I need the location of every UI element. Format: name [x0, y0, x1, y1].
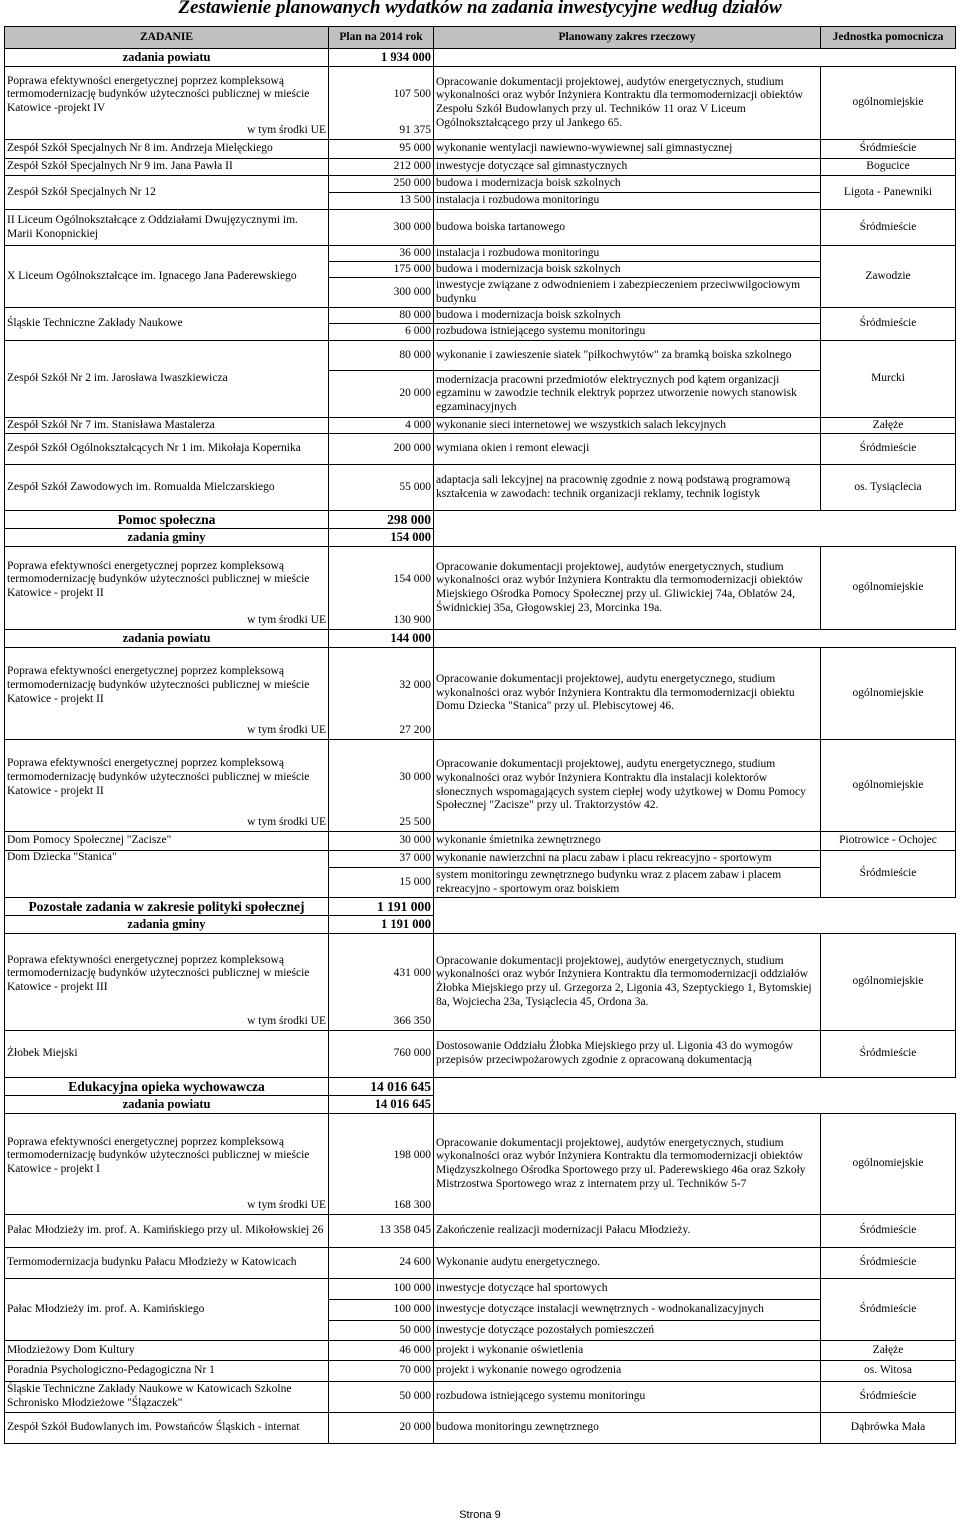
- plan-amount: 4 000: [329, 418, 434, 434]
- plan-amount: 107 500: [329, 67, 434, 124]
- scope-text: wykonanie wentylacji nawiewno-wywiewnej sali gimnastycznej: [434, 140, 821, 159]
- plan-amount: 95 000: [329, 140, 434, 159]
- scope-text: Opracowanie dokumentacji projektowej, audytów energetycznych, studium wykonalności oraz wybór Inżyniera Kontraktu dla termomodernizacji obiektów Zespołu Szkół Budowlanych przy ul. Techników 11 oraz V Liceum Ogólnokształcącego przy ul Jankego 65.: [434, 67, 821, 140]
- task-row: [5, 934, 956, 1015]
- section-amount: 1 934 000: [329, 49, 434, 67]
- plan-amount: 70 000: [329, 1361, 434, 1382]
- scope-text: budowa i modernizacja boisk szkolnych: [434, 176, 821, 193]
- task-name: Zespół Szkół Specjalnych Nr 12: [5, 176, 329, 210]
- ue-amount: 168 300: [329, 1199, 434, 1215]
- task-row: [5, 648, 956, 724]
- plan-amount: 300 000: [329, 210, 434, 246]
- task-name: Poprawa efektywności energetycznej poprzez kompleksową termomodernizację budynków użyteczności publicznej w mieście Katowice - projekt III: [5, 934, 329, 1015]
- section-title: zadania powiatu: [5, 1096, 329, 1114]
- task-name: Poprawa efektywności energetycznej poprzez kompleksową termomodernizację budynków użyteczności publicznej w mieście Katowice - projekt II: [5, 648, 329, 724]
- table-row: [5, 1248, 956, 1279]
- ue-amount: 366 350: [329, 1015, 434, 1031]
- task-name: Dom Pomocy Społecznej "Zacisze": [5, 832, 329, 851]
- plan-amount: 212 000: [329, 159, 434, 176]
- unit-name: Załęże: [821, 418, 956, 434]
- scope-text: instalacja i rozbudowa monitoringu: [434, 193, 821, 210]
- ue-label: w tym środki UE: [5, 124, 329, 140]
- scope-text: inwestycje dotyczące hal sportowych: [434, 1279, 821, 1300]
- task-row: [5, 1114, 956, 1199]
- ue-label: w tym środki UE: [5, 614, 329, 630]
- task-name: Zespół Szkół Budowlanych im. Powstańców Śląskich - internat: [5, 1413, 329, 1444]
- plan-amount: 100 000: [329, 1300, 434, 1321]
- plan-amount: 431 000: [329, 934, 434, 1015]
- header-task: ZADANIE: [5, 27, 329, 49]
- plan-amount: 80 000: [329, 341, 434, 371]
- task-name: Poradnia Psychologiczno-Pedagogiczna Nr 1: [5, 1361, 329, 1382]
- empty-cell: [434, 529, 821, 547]
- task-name: Młodzieżowy Dom Kultury: [5, 1341, 329, 1361]
- unit-name: Załęże: [821, 1341, 956, 1361]
- empty-cell: [821, 511, 956, 529]
- table-row: [5, 1031, 956, 1078]
- plan-amount: 80 000: [329, 308, 434, 324]
- empty-cell: [434, 511, 821, 529]
- empty-cell: [434, 916, 821, 934]
- empty-cell: [434, 49, 821, 67]
- unit-name: os. Tysiąclecia: [821, 465, 956, 511]
- header-plan: Plan na 2014 rok: [329, 27, 434, 49]
- empty-cell: [821, 49, 956, 67]
- scope-text: budowa i modernizacja boisk szkolnych: [434, 262, 821, 278]
- scope-text: projekt i wykonanie nowego ogrodzenia: [434, 1361, 821, 1382]
- task-name: Poprawa efektywności energetycznej poprzez kompleksową termomodernizację budynków użyteczności publicznej w mieście Katowice -projekt IV: [5, 67, 329, 124]
- task-name: Dom Dziecka "Stanica": [5, 851, 329, 898]
- task-name: Zespół Szkół Zawodowych im. Romualda Mielczarskiego: [5, 465, 329, 511]
- group-row: [5, 851, 956, 868]
- unit-name: ogólnomiejskie: [821, 934, 956, 1031]
- section-amount: 14 016 645: [329, 1096, 434, 1114]
- empty-cell: [434, 898, 821, 916]
- task-name: Żłobek Miejski: [5, 1031, 329, 1078]
- empty-cell: [821, 1096, 956, 1114]
- scope-text: inwestycje dotyczące instalacji wewnętrznych - wodnokanalizacyjnych: [434, 1300, 821, 1321]
- unit-name: os. Witosa: [821, 1361, 956, 1382]
- ue-amount: 27 200: [329, 724, 434, 740]
- unit-name: Śródmieście: [821, 140, 956, 159]
- investment-table: [4, 26, 956, 1444]
- plan-amount: 20 000: [329, 371, 434, 418]
- scope-text: inwestycje związane z odwodnieniem i zabezpieczeniem przeciwwilgociowym budynku: [434, 278, 821, 308]
- scope-text: budowa boiska tartanowego: [434, 210, 821, 246]
- scope-text: wykonanie śmietnika zewnętrznego: [434, 832, 821, 851]
- plan-amount: 13 500: [329, 193, 434, 210]
- task-name: Zespół Szkół Specjalnych Nr 9 im. Jana Pawła II: [5, 159, 329, 176]
- ue-amount: 25 500: [329, 816, 434, 832]
- unit-name: Śródmieście: [821, 1279, 956, 1341]
- task-name: Zespół Szkół Nr 7 im. Stanisława Mastalerza: [5, 418, 329, 434]
- section-title: Pozostałe zadania w zakresie polityki społecznej: [5, 898, 329, 916]
- unit-name: Ligota - Panewniki: [821, 176, 956, 210]
- unit-name: ogólnomiejskie: [821, 547, 956, 630]
- scope-text: Zakończenie realizacji modernizacji Pałacu Młodzieży.: [434, 1215, 821, 1248]
- plan-amount: 32 000: [329, 648, 434, 724]
- empty-cell: [434, 1078, 821, 1096]
- task-name: II Liceum Ogólnokształcące z Oddziałami Dwujęzycznymi im. Marii Konopnickiej: [5, 210, 329, 246]
- section-title: Edukacyjna opieka wychowawcza: [5, 1078, 329, 1096]
- unit-name: Śródmieście: [821, 308, 956, 341]
- unit-name: Piotrowice - Ochojec: [821, 832, 956, 851]
- plan-amount: 30 000: [329, 740, 434, 816]
- plan-amount: 6 000: [329, 324, 434, 341]
- plan-amount: 36 000: [329, 246, 434, 262]
- scope-text: Wykonanie audytu energetycznego.: [434, 1248, 821, 1279]
- group-row: [5, 341, 956, 371]
- unit-name: Śródmieście: [821, 210, 956, 246]
- scope-text: Dostosowanie Oddziału Żłobka Miejskiego przy ul. Ligonia 43 do wymogów przepisów przeciwpożarowych zgodnie z opracowaną dokumentacją: [434, 1031, 821, 1078]
- scope-text: Opracowanie dokumentacji projektowej, audytów energetycznych, studium wykonalności oraz wybór Inżyniera Kontraktu dla termomodernizacji oddziałów Żłobka Miejskiego przy ul. Grzegorza 2, Ligonia 43, Szeptyckiego 1, Bytomskiej 8a, Wojciecha 23a, Tysiąclecia 45, Ordona 3a.: [434, 934, 821, 1031]
- plan-amount: 200 000: [329, 434, 434, 465]
- table-row: [5, 140, 956, 159]
- scope-text: Opracowanie dokumentacji projektowej, audytów energetycznych, studium wykonalności oraz wybór Inżyniera Kontraktu dla termomodernizacji obiektów Miejskiego Ośrodka Pomocy Społecznej przy ul. Gliwickiej 74a, Oblatów 24, Świdnickiej 35a, Głogowskiej 23, Morcinka 19a.: [434, 547, 821, 630]
- unit-name: Śródmieście: [821, 1031, 956, 1078]
- plan-amount: 24 600: [329, 1248, 434, 1279]
- task-row: [5, 547, 956, 614]
- plan-amount: 15 000: [329, 868, 434, 898]
- scope-text: inwestycje dotyczące sal gimnastycznych: [434, 159, 821, 176]
- unit-name: Bogucice: [821, 159, 956, 176]
- task-name: Śląskie Techniczne Zakłady Naukowe w Katowicach Szkolne Schronisko Młodzieżowe "Ślązaczek": [5, 1382, 329, 1413]
- section-row: [5, 49, 956, 67]
- unit-name: Śródmieście: [821, 1215, 956, 1248]
- scope-text: Opracowanie dokumentacji projektowej, audytu energetycznego, studium wykonalności oraz wybór Inżyniera Kontraktu dla termomodernizacji obiektu Domu Dziecka "Stanica" przy ul. Plebiscytowej 46.: [434, 648, 821, 740]
- unit-name: ogólnomiejskie: [821, 1114, 956, 1215]
- scope-text: projekt i wykonanie oświetlenia: [434, 1341, 821, 1361]
- table-row: [5, 1382, 956, 1413]
- ue-label: w tym środki UE: [5, 1015, 329, 1031]
- table-row: [5, 1361, 956, 1382]
- task-name: X Liceum Ogólnokształcące im. Ignacego Jana Paderewskiego: [5, 246, 329, 308]
- plan-amount: 20 000: [329, 1413, 434, 1444]
- group-row: [5, 308, 956, 324]
- task-name: Pałac Młodzieży im. prof. A. Kamińskiego: [5, 1279, 329, 1341]
- table-row: [5, 1215, 956, 1248]
- section-row: [5, 529, 956, 547]
- section-row: [5, 1096, 956, 1114]
- header-scope: Planowany zakres rzeczowy: [434, 27, 821, 49]
- table-row: [5, 159, 956, 176]
- table-row: [5, 418, 956, 434]
- task-name: Śląskie Techniczne Zakłady Naukowe: [5, 308, 329, 341]
- section-row: [5, 630, 956, 648]
- empty-cell: [821, 898, 956, 916]
- scope-text: budowa i modernizacja boisk szkolnych: [434, 308, 821, 324]
- unit-name: Śródmieście: [821, 1382, 956, 1413]
- group-row: [5, 1279, 956, 1300]
- ue-label: w tym środki UE: [5, 724, 329, 740]
- unit-name: Dąbrówka Mała: [821, 1413, 956, 1444]
- task-name: Poprawa efektywności energetycznej poprzez kompleksową termomodernizację budynków użyteczności publicznej w mieście Katowice - projekt I: [5, 1114, 329, 1199]
- unit-name: Śródmieście: [821, 434, 956, 465]
- table-row: [5, 465, 956, 511]
- section-amount: 1 191 000: [329, 898, 434, 916]
- scope-text: instalacja i rozbudowa monitoringu: [434, 246, 821, 262]
- table-body: [5, 49, 956, 1444]
- unit-name: ogólnomiejskie: [821, 67, 956, 140]
- task-name: Pałac Młodzieży im. prof. A. Kamińskiego przy ul. Mikołowskiej 26: [5, 1215, 329, 1248]
- empty-cell: [821, 630, 956, 648]
- section-amount: 154 000: [329, 529, 434, 547]
- task-name: Poprawa efektywności energetycznej poprzez kompleksową termomodernizację budynków użyteczności publicznej w mieście Katowice - projekt II: [5, 740, 329, 816]
- scope-text: rozbudowa istniejącego systemu monitoringu: [434, 1382, 821, 1413]
- table-row: [5, 434, 956, 465]
- scope-text: wykonanie nawierzchni na placu zabaw i placu rekreacyjno - sportowym: [434, 851, 821, 868]
- ue-label: w tym środki UE: [5, 1199, 329, 1215]
- plan-amount: 46 000: [329, 1341, 434, 1361]
- ue-label: w tym środki UE: [5, 816, 329, 832]
- table-header-row: [5, 27, 956, 49]
- scope-text: budowa monitoringu zewnętrznego: [434, 1413, 821, 1444]
- task-name: Zespół Szkół Ogólnokształcących Nr 1 im. Mikołaja Kopernika: [5, 434, 329, 465]
- header-unit: Jednostka pomocnicza: [821, 27, 956, 49]
- scope-text: modernizacja pracowni przedmiotów elektrycznych pod kątem organizacji egzaminu w zawodzie technik elektryk poprzez utworzenie nowych stanowisk egzaminacyjnych: [434, 371, 821, 418]
- task-row: [5, 740, 956, 816]
- empty-cell: [821, 529, 956, 547]
- section-amount: 14 016 645: [329, 1078, 434, 1096]
- section-row: [5, 916, 956, 934]
- scope-text: Opracowanie dokumentacji projektowej, audytu energetycznego, studium wykonalności oraz wybór Inżyniera Kontraktu dla instalacji kolektorów słonecznych wspomagających system ciepłej wody użytkowej w Domu Pomocy Społecznej "Zacisze" przy ul. Traktorzystów 42.: [434, 740, 821, 832]
- section-row: [5, 1078, 956, 1096]
- scope-text: inwestycje dotyczące pozostałych pomieszczeń: [434, 1321, 821, 1341]
- plan-amount: 198 000: [329, 1114, 434, 1199]
- page-title: Zestawienie planowanych wydatków na zadania inwestycyjne według działów: [178, 0, 782, 18]
- ue-amount: 130 900: [329, 614, 434, 630]
- page-number: Strona 9: [459, 1509, 501, 1521]
- unit-name: Śródmieście: [821, 1248, 956, 1279]
- ue-amount: 91 375: [329, 124, 434, 140]
- section-title: zadania powiatu: [5, 630, 329, 648]
- section-title: zadania powiatu: [5, 49, 329, 67]
- plan-amount: 50 000: [329, 1321, 434, 1341]
- section-row: [5, 511, 956, 529]
- scope-text: Opracowanie dokumentacji projektowej, audytów energetycznych, studium wykonalności oraz wybór Inżyniera Kontraktu dla termomodernizacji obiektów Międzyszkolnego Ośrodka Sportowego przy ul. Paderewskiego 46a oraz Szkoły Mistrzostwa Sportowego wraz z internatem przy ul. Techników 5-7: [434, 1114, 821, 1215]
- section-amount: 1 191 000: [329, 916, 434, 934]
- empty-cell: [821, 1078, 956, 1096]
- task-name: Poprawa efektywności energetycznej poprzez kompleksową termomodernizację budynków użyteczności publicznej w mieście Katowice - projekt II: [5, 547, 329, 614]
- plan-amount: 760 000: [329, 1031, 434, 1078]
- unit-name: ogólnomiejskie: [821, 648, 956, 740]
- task-name: Termomodernizacja budynku Pałacu Młodzieży w Katowicach: [5, 1248, 329, 1279]
- task-name: Zespół Szkół Specjalnych Nr 8 im. Andrzeja Mielęckiego: [5, 140, 329, 159]
- task-name: Zespół Szkół Nr 2 im. Jarosława Iwaszkiewicza: [5, 341, 329, 418]
- group-row: [5, 246, 956, 262]
- plan-amount: 300 000: [329, 278, 434, 308]
- section-row: [5, 898, 956, 916]
- table-row: [5, 1341, 956, 1361]
- group-row: [5, 176, 956, 193]
- unit-name: ogólnomiejskie: [821, 740, 956, 832]
- plan-amount: 55 000: [329, 465, 434, 511]
- empty-cell: [434, 630, 821, 648]
- plan-amount: 100 000: [329, 1279, 434, 1300]
- plan-amount: 175 000: [329, 262, 434, 278]
- section-title: zadania gminy: [5, 916, 329, 934]
- scope-text: wykonanie i zawieszenie siatek "piłkochwytów" za bramką boiska szkolnego: [434, 341, 821, 371]
- section-amount: 144 000: [329, 630, 434, 648]
- table-row: [5, 210, 956, 246]
- table-row: [5, 832, 956, 851]
- empty-cell: [821, 916, 956, 934]
- plan-amount: 154 000: [329, 547, 434, 614]
- scope-text: adaptacja sali lekcyjnej na pracownię zgodnie z nową podstawą programową kształcenia w zawodach: technik organizacji reklamy, technik logistyk: [434, 465, 821, 511]
- plan-amount: 13 358 045: [329, 1215, 434, 1248]
- unit-name: Zawodzie: [821, 246, 956, 308]
- scope-text: system monitoringu zewnętrznego budynku wraz z placem zabaw i placem rekreacyjno - sportowym oraz boiskiem: [434, 868, 821, 898]
- section-title: Pomoc społeczna: [5, 511, 329, 529]
- plan-amount: 37 000: [329, 851, 434, 868]
- plan-amount: 50 000: [329, 1382, 434, 1413]
- scope-text: wykonanie sieci internetowej we wszystkich salach lekcyjnych: [434, 418, 821, 434]
- unit-name: Śródmieście: [821, 851, 956, 898]
- task-row: [5, 67, 956, 124]
- unit-name: Murcki: [821, 341, 956, 418]
- scope-text: wymiana okien i remont elewacji: [434, 434, 821, 465]
- section-amount: 298 000: [329, 511, 434, 529]
- empty-cell: [434, 1096, 821, 1114]
- plan-amount: 250 000: [329, 176, 434, 193]
- scope-text: rozbudowa istniejącego systemu monitoringu: [434, 324, 821, 341]
- section-title: zadania gminy: [5, 529, 329, 547]
- table-row: [5, 1413, 956, 1444]
- plan-amount: 30 000: [329, 832, 434, 851]
